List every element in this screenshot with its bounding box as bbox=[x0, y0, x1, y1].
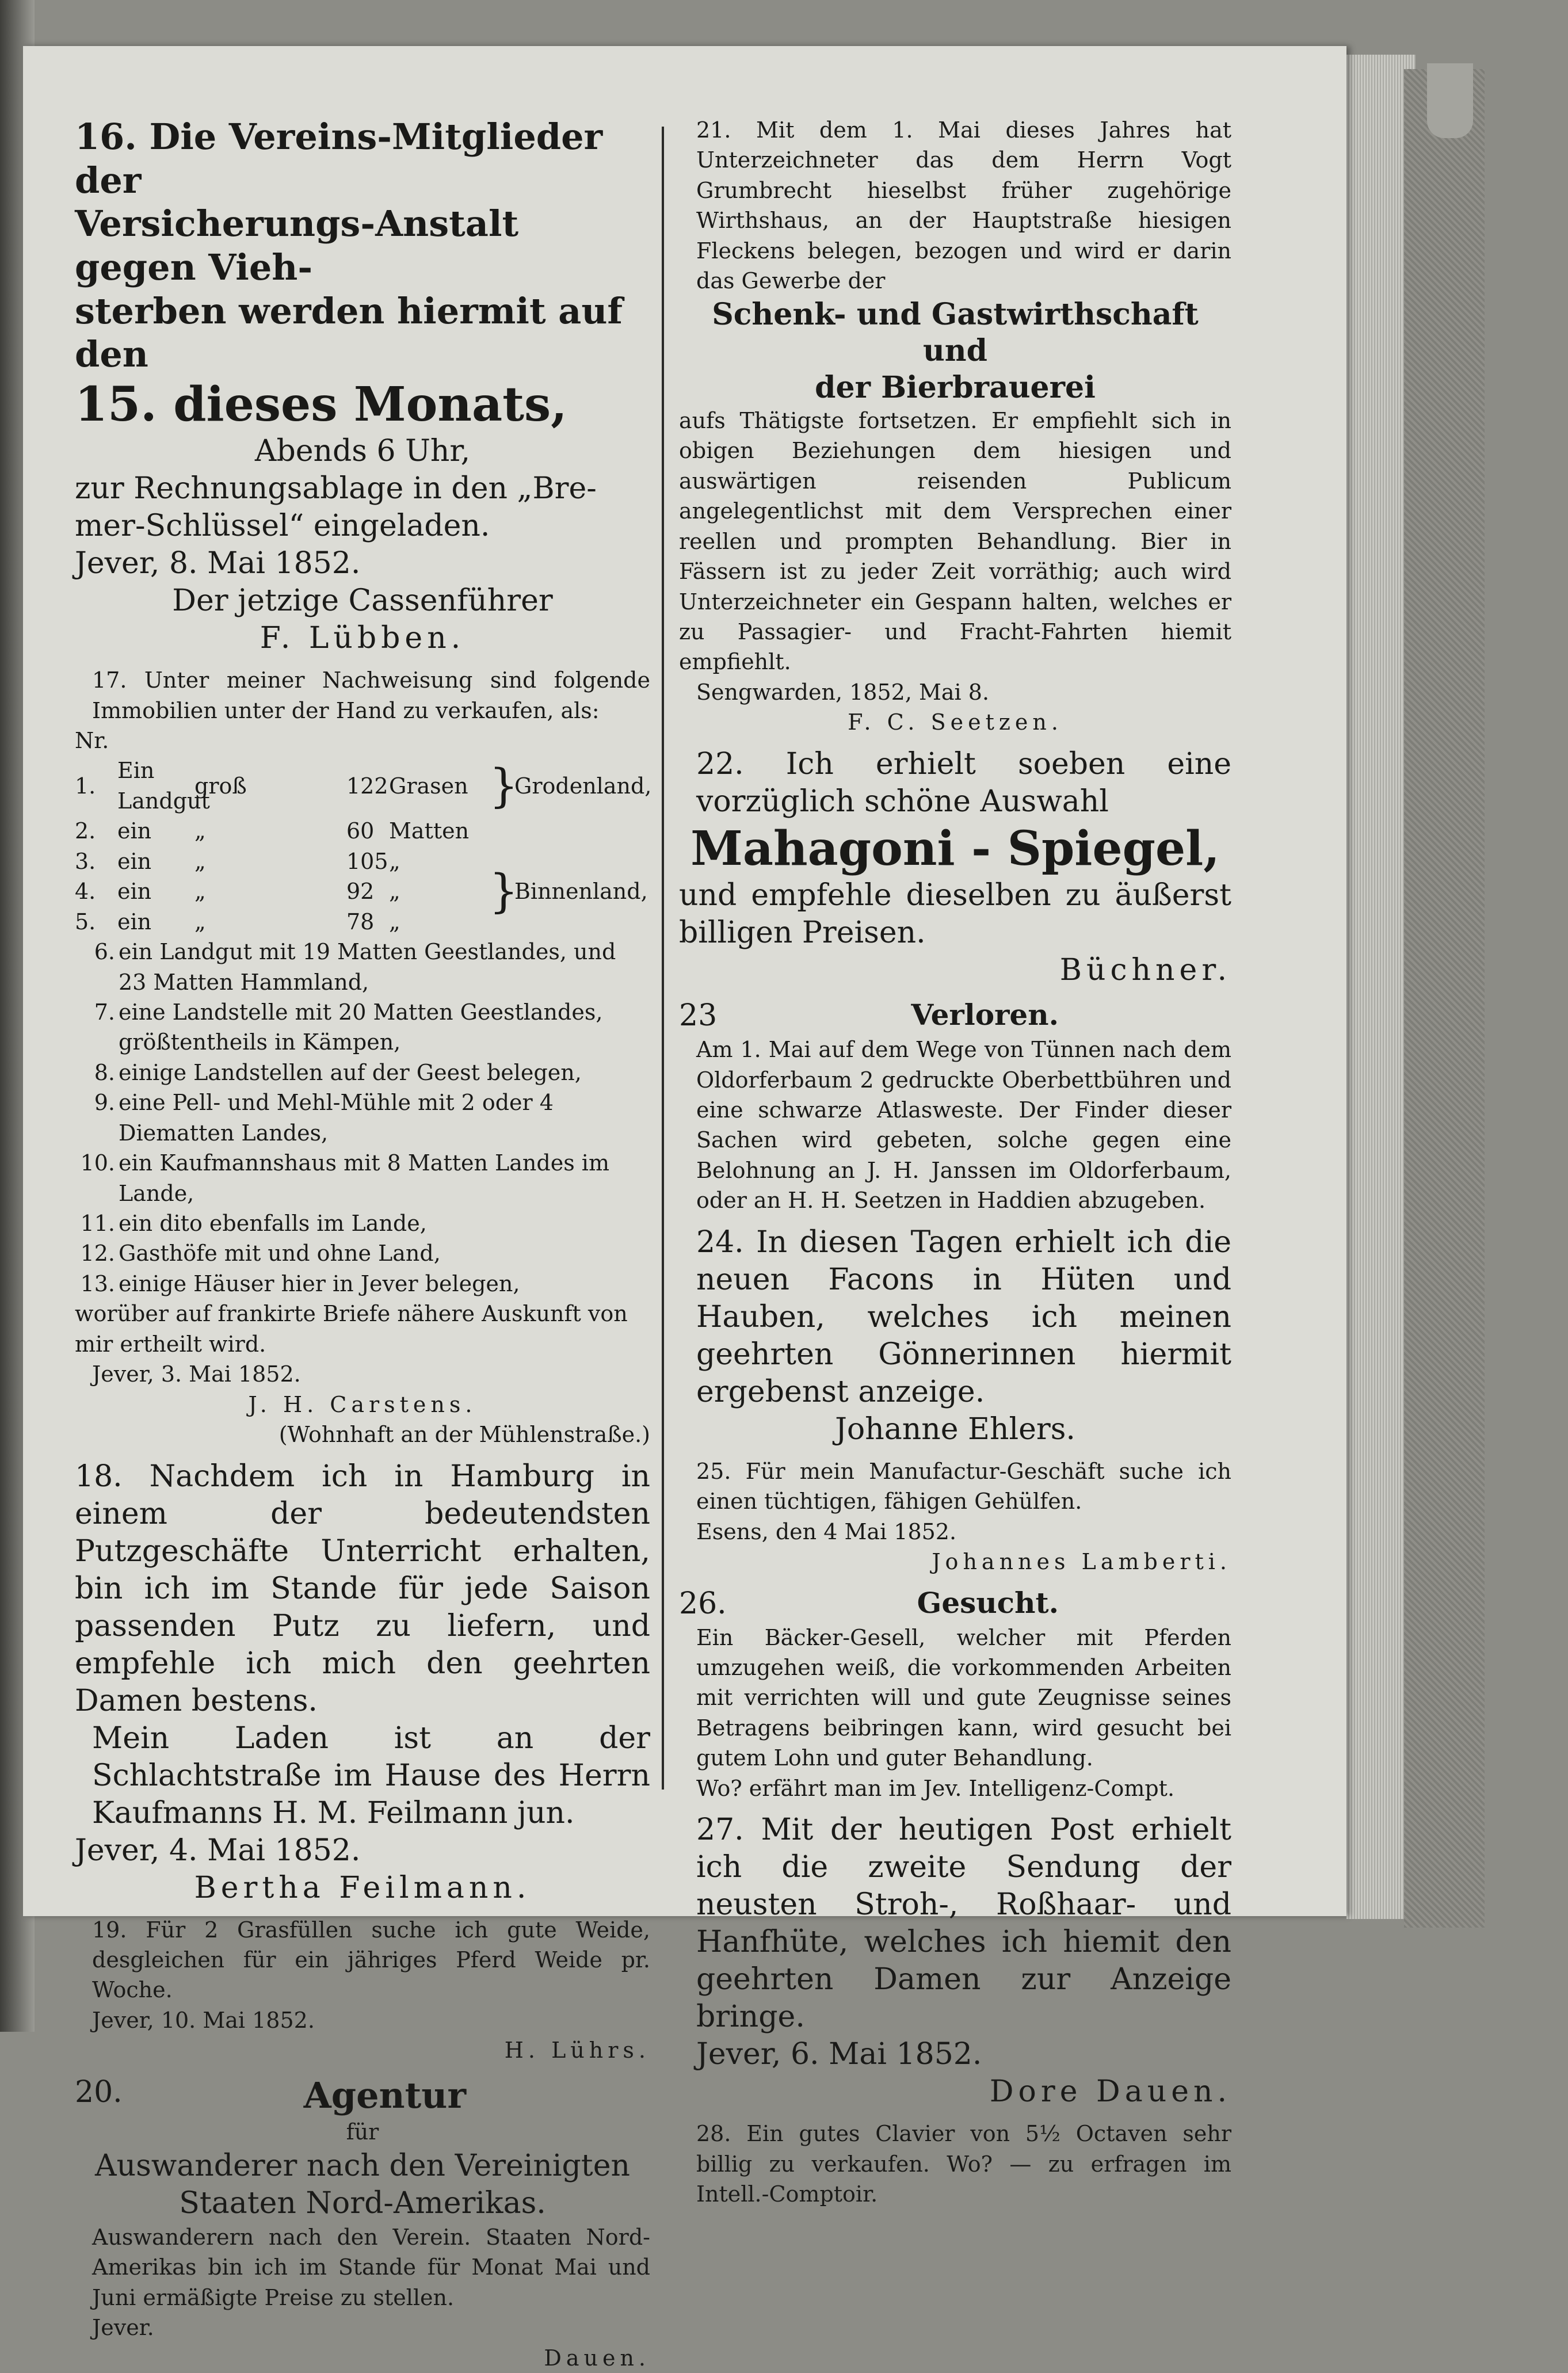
land-row bbox=[75, 756, 650, 816]
land-row-number: 4. bbox=[75, 879, 96, 905]
property-list bbox=[75, 937, 650, 1299]
list-item: Gasthöfe mit und ohne Land, bbox=[119, 1241, 441, 1266]
ad25-signer: Johannes Lamberti. bbox=[932, 1549, 1231, 1575]
ad18-text2: Mein Laden ist an der Schlachtstraße im Hause des Herrn Kaufmanns H. M. Feilmann jun. bbox=[92, 1720, 650, 1830]
land-row-amount: 78 bbox=[346, 909, 375, 934]
column-divider bbox=[662, 127, 664, 1790]
ad27-signer: Dore Dauen. bbox=[989, 2074, 1231, 2109]
land-row-unit: „ bbox=[389, 848, 400, 874]
ad-16 bbox=[75, 115, 650, 657]
ad22-signer: Büchner. bbox=[1059, 953, 1231, 988]
ad26-text: Ein Bäcker-Gesell, welcher mit Pferden umzugehen weiß, die vorkommenden Arbeiten mit verrichten will und gute Zeugnisse seines Betragens beibringen kann, wird gesucht bei gutem Lohn und guter Behandlung. bbox=[696, 1624, 1231, 1771]
ad24-text: 24. In diesen Tagen erhielt ich die neuen Facons in Hüten und Hauben, welches ich meinen geehrten Gönnerinnen hiermit ergebenst anzeige. bbox=[696, 1224, 1231, 1409]
land-row-type: Ein Landgut bbox=[117, 758, 210, 814]
ad20-signer: Dauen. bbox=[544, 2345, 650, 2371]
brace: } bbox=[489, 758, 518, 812]
ad17-intro: 17. Unter meiner Nachweisung sind folgende Immobilien unter der Hand zu verkaufen, als: bbox=[92, 667, 650, 723]
land-region-1: Grodenland, bbox=[514, 773, 652, 799]
ad16-line-3: sterben werden hiermit auf den bbox=[75, 289, 623, 376]
ad17-outro: worüber auf frankirte Briefe nähere Auskunft von mir ertheilt wird. bbox=[75, 1301, 628, 1357]
ad17-dateline: Jever, 3. Mai 1852. bbox=[92, 1361, 301, 1387]
list-item: einige Häuser hier in Jever belegen, bbox=[119, 1271, 520, 1296]
ad16-dateline: Jever, 8. Mai 1852. bbox=[75, 546, 361, 581]
list-item-number: 12. bbox=[80, 1241, 115, 1266]
land-row bbox=[75, 907, 650, 937]
list-item: eine Pell- und Mehl-Mühle mit 2 oder 4 Diematten Landes, bbox=[119, 1090, 554, 1146]
ad23-heading: Verloren. bbox=[911, 998, 1059, 1032]
land-row-number: 2. bbox=[75, 818, 96, 844]
ad16-line-2: Versicherungs-Anstalt gegen Vieh- bbox=[75, 203, 519, 288]
ad26-where: Wo? erfährt man im Jev. Intelligenz-Compt. bbox=[696, 1775, 1175, 1801]
left-column bbox=[75, 115, 650, 2373]
list-item-number: 13. bbox=[80, 1271, 115, 1296]
ad-25 bbox=[679, 1456, 1231, 1577]
ad26-number: 26. bbox=[679, 1586, 727, 1621]
list-item-number: 11. bbox=[80, 1211, 115, 1237]
ad22-text: 22. Ich erhielt soeben eine vorzüglich schöne Auswahl bbox=[696, 746, 1231, 819]
ad16-line-1: 16. Die Vereins-Mitglieder der bbox=[75, 116, 603, 201]
ad23-text: Am 1. Mai auf dem Wege von Tünnen nach dem Oldorferbaum 2 gedruckte Oberbettbühren und eine schwarze Atlasweste. Der Finder dieser Sachen wird gebeten, solche gegen eine Belohnung an J. H. Janssen im Oldorferbaum, oder an H. H. Seetzen in Haddien abzugeben. bbox=[696, 1037, 1231, 1214]
ad20-place: Jever. bbox=[92, 2315, 154, 2341]
land-row-amount: 92 bbox=[346, 879, 375, 905]
list-item-number: 10. bbox=[80, 1150, 115, 1176]
ad19-text: 19. Für 2 Grasfüllen suche ich gute Weide, desgleichen für ein jähriges Pferd Weide pr. Woche. bbox=[92, 1917, 650, 2003]
ad21-signer: F. C. Seetzen. bbox=[848, 709, 1063, 735]
land-row-type: ein bbox=[117, 848, 152, 874]
list-item: ein Landgut mit 19 Matten Geestlandes, und 23 Matten Hammland, bbox=[119, 939, 616, 995]
ad18-dateline: Jever, 4. Mai 1852. bbox=[75, 1833, 361, 1868]
ad22-product: Mahagoni - Spiegel, bbox=[690, 821, 1220, 876]
land-row-unit: Grasen bbox=[389, 773, 468, 799]
list-item-number: 9. bbox=[94, 1090, 115, 1116]
ad17-address: (Wohnhaft an der Mühlenstraße.) bbox=[278, 1422, 650, 1448]
ad20-number: 20. bbox=[75, 2074, 123, 2109]
land-row-amount: 105 bbox=[346, 848, 388, 874]
ad16-place-2: mer-Schlüssel“ eingeladen. bbox=[75, 509, 490, 544]
list-item-number: 6. bbox=[94, 939, 115, 965]
land-row-size-word: „ bbox=[194, 909, 206, 934]
land-row-unit: „ bbox=[389, 909, 400, 934]
right-column bbox=[679, 115, 1231, 2209]
land-row bbox=[75, 864, 650, 918]
ad19-signer: H. Lührs. bbox=[504, 2038, 650, 2063]
ad16-time: Abends 6 Uhr, bbox=[254, 434, 471, 469]
ad23-number: 23 bbox=[679, 998, 718, 1033]
list-item: ein dito ebenfalls im Lande, bbox=[119, 1211, 427, 1237]
list-item: ein Kaufmannshaus mit 8 Matten Landes im Lande, bbox=[119, 1150, 609, 1206]
land-row-size-word: „ bbox=[194, 879, 206, 905]
ad-22 bbox=[679, 746, 1231, 989]
land-row-size-word: „ bbox=[194, 848, 206, 874]
ad21-text2: aufs Thätigste fortsetzen. Er empfiehlt sich in obigen Beziehungen dem hiesigen und auswärtigen reisenden Publicum angelegentlichst mit dem Versprechen einer reellen und prompten Behandlung. Bier in Fässern ist zu jeder Zeit vorräthig; auch wird Unterzeichneter ein Gespann halten, welches er zu Passagier- und Fracht-Fahrten hiemit empfiehlt. bbox=[679, 407, 1231, 675]
land-row bbox=[75, 846, 650, 876]
ad18-signer: Bertha Feilmann. bbox=[194, 1870, 531, 1905]
land-row-unit: Matten bbox=[389, 818, 470, 844]
ad17-nr-label: Nr. bbox=[75, 728, 109, 754]
ad24-signer: Johanne Ehlers. bbox=[835, 1411, 1075, 1447]
ad27-dateline: Jever, 6. Mai 1852. bbox=[696, 2037, 982, 2072]
ad21-dateline: Sengwarden, 1852, Mai 8. bbox=[696, 679, 990, 705]
ad16-signer: F. Lübben. bbox=[260, 621, 466, 656]
ad-17 bbox=[75, 665, 650, 1449]
ad26-heading: Gesucht. bbox=[917, 1585, 1059, 1620]
ad27-text: 27. Mit der heutigen Post erhielt ich die zweite Sendung der neusten Stroh-, Roßhaar- und Hanfhüte, welches ich hiemit den geehrten Damen zur Anzeige bringe. bbox=[696, 1813, 1231, 2035]
ad18-text: 18. Nachdem ich in Hamburg in einem der bedeutendsten Putzgeschäfte Unterricht erhalten, bin ich im Stande für jede Saison passenden Putz zu liefern, und empfehle ich mich den geehrten Damen bestens. bbox=[75, 1459, 650, 1718]
brace: } bbox=[489, 864, 518, 918]
cover-corner bbox=[1427, 63, 1473, 138]
list-item: eine Landstelle mit 20 Matten Geestlandes, größtentheils in Kämpen, bbox=[119, 999, 603, 1055]
ad22-text2: und empfehle dieselben zu äußerst billigen Preisen. bbox=[679, 878, 1231, 951]
ad21-heading-1: Schenk- und Gastwirthschaft und bbox=[712, 296, 1199, 369]
ad16-date: 15. dieses Monats, bbox=[75, 376, 567, 432]
ad-26 bbox=[679, 1585, 1231, 1804]
ad-24 bbox=[679, 1224, 1231, 1448]
land-row-number: 5. bbox=[75, 909, 96, 934]
land-row-size-word: groß bbox=[194, 773, 247, 799]
land-row-type: ein bbox=[117, 818, 152, 844]
ad19-dateline: Jever, 10. Mai 1852. bbox=[92, 2007, 315, 2033]
ad25-text: 25. Für mein Manufactur-Geschäft suche ich einen tüchtigen, fähigen Gehülfen. bbox=[696, 1458, 1231, 1514]
land-row-amount: 60 bbox=[346, 818, 375, 844]
book-cover-edge bbox=[1404, 69, 1485, 1928]
ad-27 bbox=[679, 1811, 1231, 2111]
ad16-place-1: zur Rechnungsablage in den „Bre- bbox=[75, 471, 597, 506]
ad-20 bbox=[75, 2074, 650, 2373]
land-row-amount: 122 bbox=[346, 773, 388, 799]
list-item: einige Landstellen auf der Geest belegen, bbox=[119, 1059, 582, 1085]
land-row-number: 3. bbox=[75, 848, 96, 874]
ad21-text: 21. Mit dem 1. Mai dieses Jahres hat Unterzeichneter das dem Herrn Vogt Grumbrecht hieselbst früher zugehörige Wirthshaus, an der Hauptstraße hiesigen Fleckens belegen, bezogen und wird er darin das Gewerbe der bbox=[696, 117, 1231, 294]
ad20-heading: Agentur bbox=[303, 2074, 466, 2116]
land-row bbox=[75, 816, 650, 846]
ad-18 bbox=[75, 1458, 650, 1907]
ad20-text: Auswanderern nach den Verein. Staaten Nord-Amerikas bin ich im Stande für Monat Mai und Juni ermäßigte Preise zu stellen. bbox=[92, 2224, 650, 2310]
list-item-number: 8. bbox=[94, 1059, 115, 1085]
ad17-signer: J. H. Carstens. bbox=[248, 1391, 477, 1417]
ad20-fuer: für bbox=[346, 2119, 379, 2145]
land-row-type: ein bbox=[117, 879, 152, 905]
land-row-type: ein bbox=[117, 909, 152, 934]
ad16-signer-title: Der jetzige Cassenführer bbox=[172, 583, 553, 619]
land-row-size-word: „ bbox=[194, 818, 206, 844]
ad-21 bbox=[679, 115, 1231, 738]
ad20-subheading-1: Auswanderer nach den Vereinigten bbox=[95, 2148, 630, 2183]
land-row-number: 1. bbox=[75, 773, 96, 799]
list-item-number: 7. bbox=[94, 999, 115, 1025]
ad-19 bbox=[75, 1915, 650, 2066]
ad-23 bbox=[679, 997, 1231, 1216]
ad21-heading-2: der Bierbrauerei bbox=[815, 369, 1096, 405]
ad20-subheading-2: Staaten Nord-Amerikas. bbox=[179, 2185, 546, 2221]
ad28-text: 28. Ein gutes Clavier von 5½ Octaven sehr billig zu verkaufen. Wo? — zu erfragen im Intell.-Comptoir. bbox=[696, 2121, 1231, 2207]
land-region-2: Binnenland, bbox=[514, 879, 648, 905]
ad25-dateline: Esens, den 4 Mai 1852. bbox=[696, 1519, 957, 1544]
ad-28 bbox=[679, 2119, 1231, 2209]
land-row-unit: „ bbox=[389, 879, 400, 905]
